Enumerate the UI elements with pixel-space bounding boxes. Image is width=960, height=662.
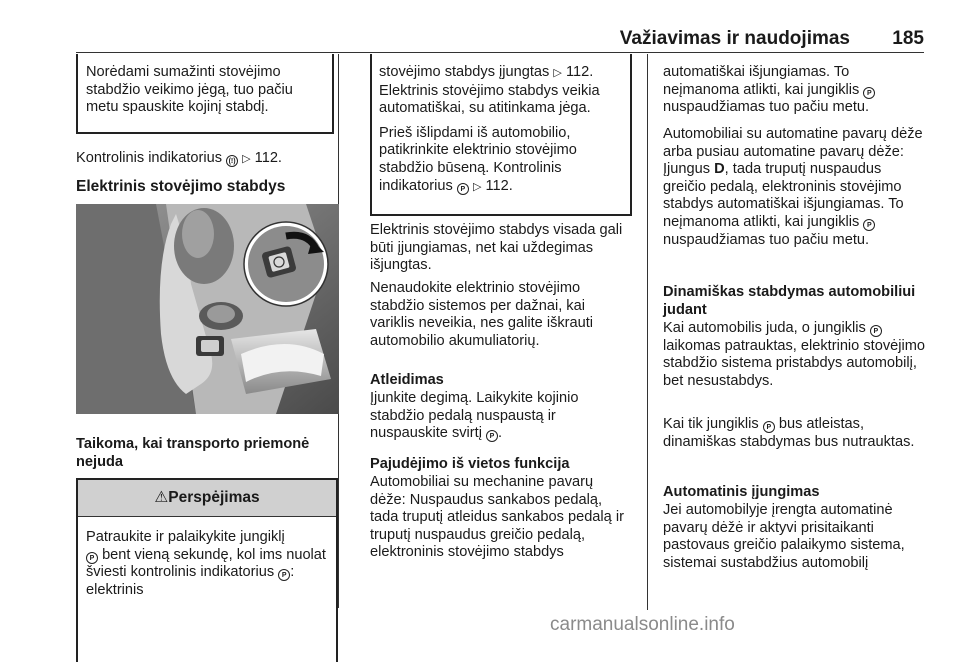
dynamic-braking-text: Kai automobilis juda, o jungiklis P laikomas patrauktas, elektrinio stovėjimo stabdžio sistema pristabdys automobilį, bet nesustabdys. [663,320,925,389]
paragraph-always: Elektrinis stovėjimo stabdys visada gali būti įjungiamas, net kai uždegimas išjungtas. [370,222,623,274]
auto-apply-text: Jei automobilyje įrengta automatinė pavarų dėžė ir aktyvi prisitaikanti pastovaus greičio palaikymo sistema, sistemai sustabdžius automobilį [663,502,905,571]
page-number: 185 [892,28,924,49]
parking-brake-photo [76,204,339,414]
status-box [370,54,632,216]
warning-box [76,478,338,662]
chapter-title: Važiavimas ir naudojimas [619,28,850,49]
watermark: carmanualsonline.info [550,614,735,635]
note-box [76,54,334,134]
drive-away-text: Automobiliai su mechanine pavarų dėže: Nuspaudus sankabos pedalą, tada truputį atleidus sankabos pedalą ir truputį nuspaudus greičio pedalą, elektroninis stovėjimo stabdys [370,474,624,561]
indicator-line: Kontrolinis indikatorius (!) ▷ 112. [76,150,282,166]
release-heading: Atleidimas [370,372,444,388]
dynamic-braking-end-text: Kai tik jungiklis P bus atleistas, dinamiškas stabdymas bus nutrauktas. [663,416,915,450]
page-ref-arrow-icon: ▷ [472,180,482,193]
column-divider-2 [647,54,648,610]
dynamic-braking-heading: Dinamiškas stabdymas automobiliui judant [663,284,916,318]
parking-brake-icon: P [457,183,469,195]
subheading: Taikoma, kai transporto priemonė nejuda [76,436,310,470]
warning-triangle-icon: ⚠ [154,489,169,506]
warning-body [78,517,336,599]
parking-brake-icon: P [870,325,882,337]
header-rule [76,52,924,53]
paragraph-battery: Nenaudokite elektrinio stovėjimo stabdžio sistemos per dažnai, kai variklis neveikia, nes galite iškrauti automobilio akumuliatorių. [370,280,594,349]
auto-apply-heading: Automatinis įjungimas [663,484,820,500]
status-text-1: stovėjimo stabdys įjungtas ▷ 112. Elektrinis stovėjimo stabdys veikia automatiškai, su atitinkama jėga. [379,64,600,117]
page-ref-arrow-icon: ▷ [242,153,251,165]
page-ref-arrow-icon: ▷ [553,67,562,79]
drive-away-heading: Pajudėjimo iš vietos funkcija [370,456,570,472]
automatic-gearbox-text: Automobiliai su automatine pavarų dėže arba pusiau automatine pavarų dėže: Įjungus D, tada truputį nuspaudus greičio pedalą, elektroninis stovėjimo stabdys automatiškai išjungiamas. To neįmanoma atlikti, kai jungiklis P nuspaudžiamas tuo pačiu metu. [663,126,923,248]
section-title: Elektrinis stovėjimo stabdys [76,178,286,195]
release-text: Įjunkite degimą. Laikykite kojinio stabdžio pedalą nuspaustą ir nuspauskite svirtį P . [370,390,579,442]
auto-release-text: automatiškai išjungiamas. To neįmanoma atlikti, kai jungiklis P nuspaudžiamas tuo pačiu metu. [663,64,925,117]
parking-brake-illustration [76,204,339,414]
brake-indicator-icon: (!) [226,155,238,167]
parking-brake-icon: P [486,430,498,442]
warning-title: Perspėjimas [168,489,260,506]
parking-brake-icon: P [763,421,775,433]
parking-brake-icon: P [863,219,875,231]
gear-d: D [714,161,725,178]
parking-brake-icon: P [86,552,98,564]
parking-brake-icon: P [863,87,875,99]
warning-text: Patraukite ir palaikykite jungiklį P bent vieną sekundę, kol ims nuolat šviesti kontrolinis indikatorius P : elektrinis [86,529,326,598]
note-text: Norėdami sumažinti stovėjimo stabdžio veikimo jėgą, tuo pačiu metu spauskite kojinį stabdį. [86,64,293,116]
parking-brake-icon: P [278,569,290,581]
status-text-2: Prieš išlipdami iš automobilio, patikrinkite elektrinio stovėjimo stabdžio būseną. Kontrolinis indikatorius P ▷ 112. [379,124,577,194]
warning-header [78,480,336,517]
page-header [76,28,924,54]
